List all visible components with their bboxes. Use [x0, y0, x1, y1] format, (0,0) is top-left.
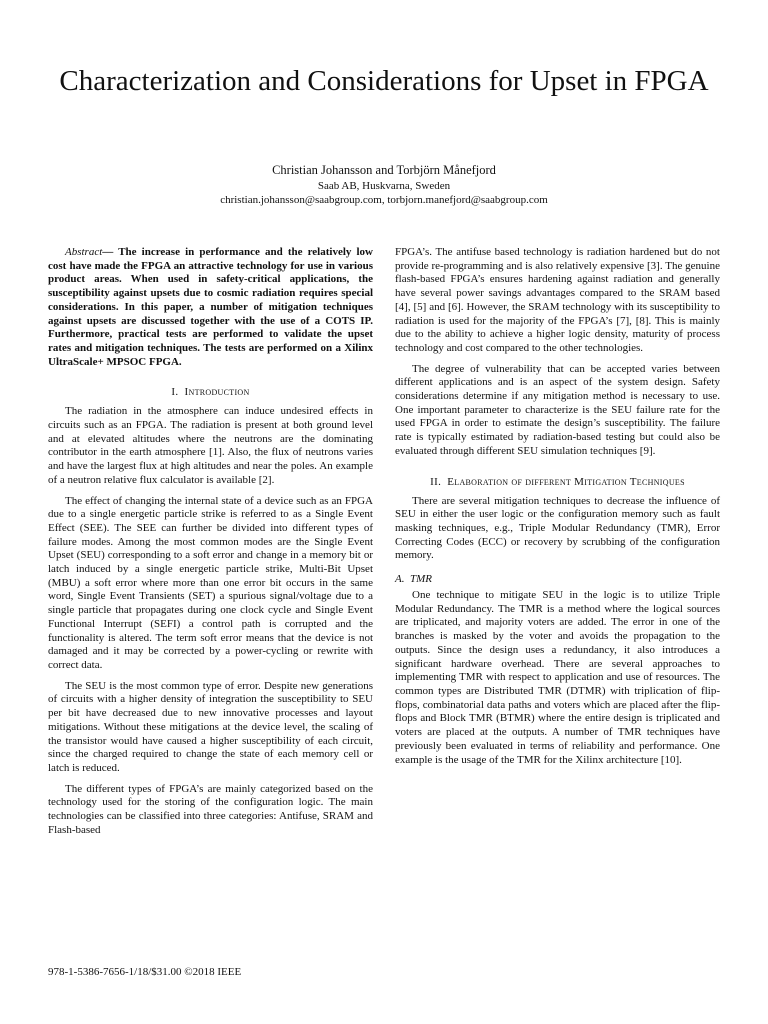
section-title: Introduction: [184, 386, 250, 399]
section-heading-mitigation: [395, 475, 720, 489]
paper-title: Characterization and Considerations for Upset in FPGA: [59, 65, 709, 97]
author-emails: christian.johansson@saabgroup.com, torbjorn.manefjord@saabgroup.com: [220, 194, 548, 206]
abstract-text: — The increase in performance and the relatively low cost have made the FPGA an attractive technology for use in various product areas. When used in safety-critical applications, the susceptibility against upsets due to cosmic radiation requires special considerations. In this paper, a number of mitigation techniques against upsets are discussed together with the use of a COTS IP. Furthermore, practical tests are performed to validate the upset rates and mitigation techniques. The tests are performed on a Xilinx UltraScale+ MPSOC FPGA.: [48, 246, 373, 368]
abstract: [48, 246, 373, 369]
intro-paragraph-1: The radiation in the atmosphere can induce undesired effects in circuits such as an FPGA. The radiation is present at both ground level and at elevated altitudes where the neutrons are the dominating contributor in the earth atmosphere [1]. Also, the flux of neutrons varies and have the largest flux at high altitudes and near the poles. An example of a neutron relative flux calculator is available [2].: [48, 405, 373, 486]
intro-paragraph-4: The different types of FPGA’s are mainly categorized based on the technology used for the storing of the configuration logic. The main technologies can be classified into three categories: Antifuse, SRAM and Flash-based: [48, 782, 373, 836]
section-number: II.: [430, 475, 442, 488]
intro-paragraph-2: The effect of changing the internal state of a device such as an FPGA due to a single energetic particle strike is referred to as a Single Event Effect (SEE). The SEE can further be divided into different types of failure modes. Among the most common modes are the Single Event Upset (SEU) corresponding to a soft error and change in a memory bit or latch induced by a single energetic particle strike, Multi-Bit Upset (MBU) a soft error where more than one error bit occurs in the same word, Single Event Transients (SET) a spurious signal/voltage due to a single particle that propagates during one clock cycle and Single Event Functional Interrupt (SEFI) a control path is corrupted and the functionality is altered. The term soft error means that the device is not damaged and it may be corrected by a power-cycling or rewrite with correct data.: [48, 494, 373, 671]
section-title: Elaboration of different Mitigation Techniques: [447, 475, 685, 488]
intro-paragraph-3: The SEU is the most common type of error. Despite new generations of circuits with a higher density of integration the susceptibility to SEU per bit have decreased due to new innovative processes and layout mitigations. Without these mitigations at the device level, the scaling of the transistor would have caused a higher susceptibility of each circuit, since the charged required to change the state of each memory cell or latch is reduced.: [48, 679, 373, 774]
authors: Christian Johansson and Torbjörn Månefjord: [272, 163, 496, 177]
section-heading-introduction: [48, 385, 373, 399]
mitigation-paragraph-1: There are several mitigation techniques to decrease the influence of SEU in either the user logic or the configuration memory such as fault masking techniques, e.g., Triple Modular Redundancy (TMR), Error Correcting Codes (ECC) or recovery by scrubbing of the configuration memory.: [395, 494, 720, 562]
subsection-number: A.: [395, 573, 405, 586]
intro-paragraph-4-continued: FPGA’s. The antifuse based technology is radiation hardened but do not provide re-programming and is also relatively expensive [3]. The genuine flash-based FPGA’s ensures hardening against radiation and generally have several power savings advantages compared to the SRAM based [4], [5] and [6]. However, the SRAM technology with its susceptibility to radiation is used for the majority of the FPGA’s [7], [8]. This is mainly due to the ability to achieve a higher logic density, maturity of process technology and cost compared to the other technologies.: [395, 246, 720, 354]
affiliation: Saab AB, Huskvarna, Sweden: [317, 180, 451, 192]
copyright-footer: 978-1-5386-7656-1/18/$31.00 ©2018 IEEE: [48, 966, 242, 978]
intro-paragraph-5: The degree of vulnerability that can be accepted varies between different applications and is an aspect of the system design. Safety considerations determine if any mitigation method is necessary to use. One important parameter to characterize is the SEU failure rate for the used FPGA in order to estimate the design’s susceptibility. The failure rate is typically estimated by radiation-based testing but could also be evaluated through different SEU simulation techniques [9].: [395, 362, 720, 457]
right-column: [395, 246, 720, 774]
abstract-label: Abstract: [65, 246, 103, 258]
section-number: I.: [171, 386, 179, 399]
left-column: [48, 246, 373, 844]
tmr-paragraph-1: One technique to mitigate SEU in the logic is to utilize Triple Modular Redundancy. The TMR is a method where the logical sources are triplicated, and majority voters are added. The error in one of the branches is masked by the voter and avoids the propagation to the outputs. Since the design uses a redundancy, it also introduces a significant hardware overhead. There are several approaches to implementing TMR with respect to application and use of resources. The common types are Distributed TMR (DTMR) with triplication of flip-flops, combinatorial data paths and voters which are placed after the flip-flops and Block TMR (BTMR) where the entire design is triplicated and voters are placed at the outputs. A number of TMR techniques have previously been evaluated in terms of reliability and performance. One example is the usage of the TMR for the Xilinx architecture [10].: [395, 589, 720, 766]
subsection-heading-tmr: [395, 572, 720, 586]
subsection-title: TMR: [409, 573, 432, 586]
